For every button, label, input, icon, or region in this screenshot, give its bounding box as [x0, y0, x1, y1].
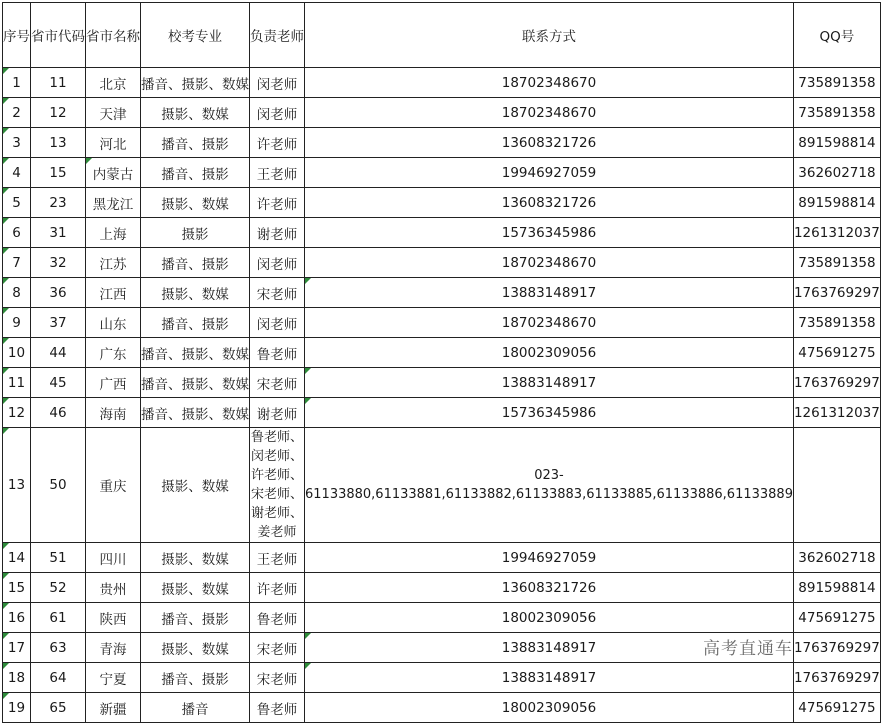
index-cell: 10: [3, 338, 31, 368]
qq-cell: 735891358: [793, 98, 880, 128]
contact-cell: 13883148917: [305, 368, 794, 398]
qq-cell: 891598814: [793, 188, 880, 218]
table-row: [3, 663, 881, 693]
index-cell: 18: [3, 663, 31, 693]
table-row: [3, 308, 881, 338]
province-cell: 青海: [86, 633, 141, 663]
major-cell: 播音、摄影: [141, 128, 250, 158]
contact-cell: 19946927059: [305, 158, 794, 188]
teacher-cell: 许老师: [250, 573, 305, 603]
contact-cell: 13883148917: [305, 633, 794, 663]
code-cell: 63: [31, 633, 86, 663]
index-cell: 19: [3, 693, 31, 723]
qq-cell: 1261312037: [793, 218, 880, 248]
header-teacher: 负责老师: [250, 3, 305, 68]
index-cell: 17: [3, 633, 31, 663]
code-cell: 44: [31, 338, 86, 368]
major-cell: 摄影、数媒: [141, 543, 250, 573]
index-cell: 11: [3, 368, 31, 398]
qq-cell: 1763769297: [793, 278, 880, 308]
qq-cell: [793, 428, 880, 543]
contact-cell: 18002309056: [305, 338, 794, 368]
code-cell: 31: [31, 218, 86, 248]
major-cell: 播音、摄影: [141, 248, 250, 278]
teacher-cell: 鲁老师、闵老师、许老师、宋老师、谢老师、姜老师: [250, 428, 305, 543]
contact-cell: 18702348670: [305, 248, 794, 278]
table-row: [3, 338, 881, 368]
code-cell: 51: [31, 543, 86, 573]
qq-cell: 735891358: [793, 68, 880, 98]
table-row: [3, 218, 881, 248]
major-cell: 摄影: [141, 218, 250, 248]
table-row: [3, 248, 881, 278]
contact-cell: 15736345986: [305, 398, 794, 428]
major-cell: 播音、摄影: [141, 158, 250, 188]
code-cell: 13: [31, 128, 86, 158]
major-cell: 播音: [141, 693, 250, 723]
contact-cell: 13608321726: [305, 128, 794, 158]
contact-cell: 18702348670: [305, 68, 794, 98]
major-cell: 播音、摄影、数媒: [141, 338, 250, 368]
province-cell: 广西: [86, 368, 141, 398]
code-cell: 65: [31, 693, 86, 723]
contact-cell: 023-61133880,61133881,61133882,61133883,61133885,61133886,61133889: [305, 428, 794, 543]
major-cell: 摄影、数媒: [141, 573, 250, 603]
code-cell: 23: [31, 188, 86, 218]
province-cell: 贵州: [86, 573, 141, 603]
teacher-cell: 闵老师: [250, 98, 305, 128]
code-cell: 12: [31, 98, 86, 128]
teacher-cell: 宋老师: [250, 633, 305, 663]
table-row: [3, 543, 881, 573]
province-cell: 陕西: [86, 603, 141, 633]
table-row: [3, 428, 881, 543]
code-cell: 46: [31, 398, 86, 428]
table-row: [3, 158, 881, 188]
index-cell: 2: [3, 98, 31, 128]
teacher-cell: 鲁老师: [250, 603, 305, 633]
teacher-cell: 王老师: [250, 543, 305, 573]
qq-cell: 1261312037: [793, 398, 880, 428]
qq-cell: 362602718: [793, 543, 880, 573]
contact-cell: 19946927059: [305, 543, 794, 573]
province-cell: 新疆: [86, 693, 141, 723]
code-cell: 45: [31, 368, 86, 398]
qq-cell: 475691275: [793, 338, 880, 368]
major-cell: 播音、摄影、数媒: [141, 398, 250, 428]
province-cell: 北京: [86, 68, 141, 98]
index-cell: 7: [3, 248, 31, 278]
major-cell: 摄影、数媒: [141, 188, 250, 218]
province-cell: 江苏: [86, 248, 141, 278]
table-row: [3, 398, 881, 428]
qq-cell: 1763769297: [793, 663, 880, 693]
header-major: 校考专业: [141, 3, 250, 68]
index-cell: 5: [3, 188, 31, 218]
major-cell: 摄影、数媒: [141, 98, 250, 128]
teacher-cell: 宋老师: [250, 663, 305, 693]
province-cell: 黑龙江: [86, 188, 141, 218]
contact-cell: 13883148917: [305, 663, 794, 693]
table-row: [3, 68, 881, 98]
contact-cell: 18002309056: [305, 603, 794, 633]
qq-cell: 475691275: [793, 603, 880, 633]
major-cell: 播音、摄影: [141, 663, 250, 693]
contact-cell: 13608321726: [305, 188, 794, 218]
province-cell: 四川: [86, 543, 141, 573]
major-cell: 播音、摄影、数媒: [141, 368, 250, 398]
index-cell: 9: [3, 308, 31, 338]
table-row: [3, 603, 881, 633]
contact-cell: 18702348670: [305, 98, 794, 128]
qq-cell: 891598814: [793, 573, 880, 603]
teacher-cell: 闵老师: [250, 308, 305, 338]
province-cell: 宁夏: [86, 663, 141, 693]
index-cell: 13: [3, 428, 31, 543]
index-cell: 3: [3, 128, 31, 158]
index-cell: 15: [3, 573, 31, 603]
code-cell: 15: [31, 158, 86, 188]
major-cell: 播音、摄影: [141, 603, 250, 633]
qq-cell: 1763769297: [793, 368, 880, 398]
table-row: [3, 98, 881, 128]
table-row: [3, 128, 881, 158]
province-cell: 山东: [86, 308, 141, 338]
index-cell: 14: [3, 543, 31, 573]
major-cell: 播音、摄影: [141, 308, 250, 338]
major-cell: 摄影、数媒: [141, 428, 250, 543]
qq-cell: 362602718: [793, 158, 880, 188]
contact-cell: 18002309056: [305, 693, 794, 723]
major-cell: 摄影、数媒: [141, 278, 250, 308]
province-cell: 天津: [86, 98, 141, 128]
code-cell: 11: [31, 68, 86, 98]
code-cell: 32: [31, 248, 86, 278]
major-cell: 播音、摄影、数媒: [141, 68, 250, 98]
province-cell: 上海: [86, 218, 141, 248]
province-cell: 重庆: [86, 428, 141, 543]
province-cell: 海南: [86, 398, 141, 428]
province-cell: 河北: [86, 128, 141, 158]
teacher-cell: 闵老师: [250, 248, 305, 278]
teacher-cell: 鲁老师: [250, 338, 305, 368]
table-row: [3, 188, 881, 218]
table-row: [3, 693, 881, 723]
index-cell: 8: [3, 278, 31, 308]
teacher-cell: 宋老师: [250, 368, 305, 398]
header-index: 序号: [3, 3, 31, 68]
contact-cell: 13883148917: [305, 278, 794, 308]
contact-cell: 13608321726: [305, 573, 794, 603]
teacher-cell: 谢老师: [250, 218, 305, 248]
qq-cell: 891598814: [793, 128, 880, 158]
header-qq: QQ号: [793, 3, 880, 68]
table-row: [3, 573, 881, 603]
header-code: 省市代码: [31, 3, 86, 68]
code-cell: 36: [31, 278, 86, 308]
index-cell: 6: [3, 218, 31, 248]
qq-cell: 475691275: [793, 693, 880, 723]
contact-table: [2, 2, 881, 723]
teacher-cell: 谢老师: [250, 398, 305, 428]
table-row: [3, 368, 881, 398]
province-cell: 内蒙古: [86, 158, 141, 188]
index-cell: 12: [3, 398, 31, 428]
code-cell: 64: [31, 663, 86, 693]
contact-cell: 15736345986: [305, 218, 794, 248]
province-cell: 江西: [86, 278, 141, 308]
table-row: [3, 278, 881, 308]
qq-cell: 1763769297: [793, 633, 880, 663]
index-cell: 4: [3, 158, 31, 188]
code-cell: 37: [31, 308, 86, 338]
contact-cell: 18702348670: [305, 308, 794, 338]
qq-cell: 735891358: [793, 248, 880, 278]
teacher-cell: 许老师: [250, 128, 305, 158]
header-row: [3, 3, 881, 68]
index-cell: 16: [3, 603, 31, 633]
header-contact: 联系方式: [305, 3, 794, 68]
watermark: 高考直通车: [703, 639, 793, 659]
header-province: 省市名称: [86, 3, 141, 68]
province-cell: 广东: [86, 338, 141, 368]
teacher-cell: 宋老师: [250, 278, 305, 308]
code-cell: 50: [31, 428, 86, 543]
major-cell: 摄影、数媒: [141, 633, 250, 663]
teacher-cell: 鲁老师: [250, 693, 305, 723]
teacher-cell: 王老师: [250, 158, 305, 188]
index-cell: 1: [3, 68, 31, 98]
teacher-cell: 闵老师: [250, 68, 305, 98]
qq-cell: 735891358: [793, 308, 880, 338]
teacher-cell: 许老师: [250, 188, 305, 218]
code-cell: 52: [31, 573, 86, 603]
code-cell: 61: [31, 603, 86, 633]
